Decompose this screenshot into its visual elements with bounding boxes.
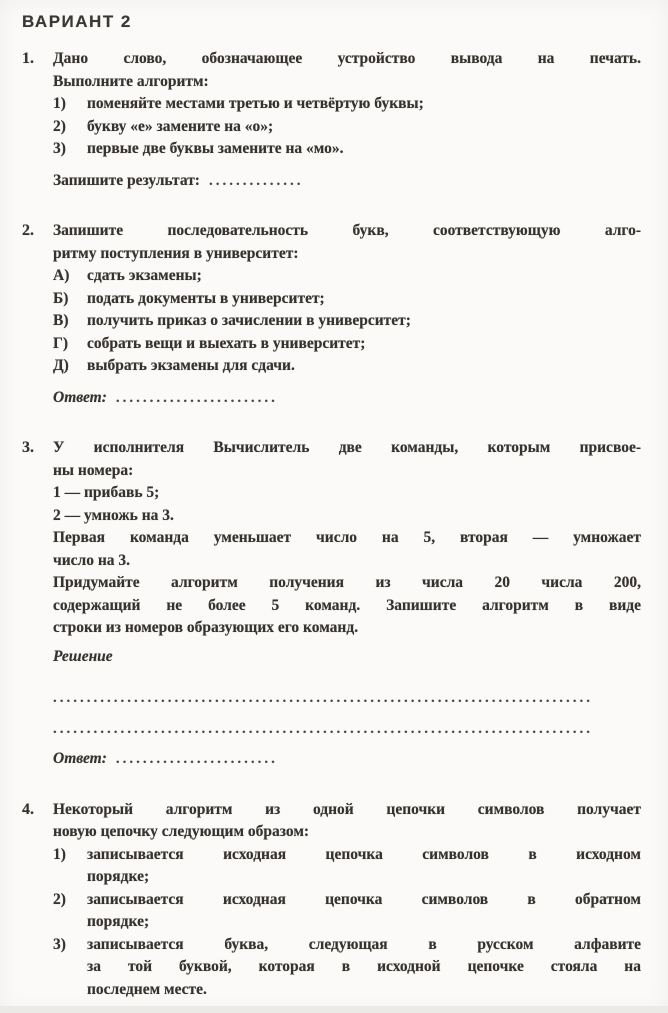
- item-text-line: букву «е» замените на «о»;: [87, 117, 274, 135]
- item-marker: 1): [53, 845, 66, 863]
- answer-label: Ответ:: [53, 750, 107, 767]
- item-text-line: сдать экзамены;: [87, 267, 202, 284]
- answer-label: Ответ:: [53, 388, 107, 406]
- item-marker: 3): [53, 140, 66, 157]
- task-4-item-2: [53, 889, 641, 934]
- item-text-line: за той буквой, которая в исходной цепочке стояла на: [87, 958, 641, 975]
- task-3-text-line: Первая команда уменьшает число на 5, вторая — умножает: [53, 529, 641, 546]
- task-1-number: 1.: [22, 50, 34, 67]
- task-2: [22, 220, 641, 409]
- item-marker: В): [53, 312, 69, 329]
- task-4-body: [53, 799, 641, 1002]
- scan-edge: [0, 1006, 668, 1013]
- task-3-command-line: 1 — прибавь 5;: [53, 484, 160, 501]
- task-1-item-1: [53, 93, 641, 116]
- item-text-line: последнем месте.: [87, 980, 207, 998]
- result-label: Запишите результат:: [53, 171, 200, 189]
- solution-label: Решение: [53, 647, 113, 665]
- solution-dotted-line: ................................................................................: [53, 690, 593, 706]
- item-text-line: записывается исходная цепочка символов в обратном: [87, 890, 641, 908]
- item-text-line: первые две буквы замените на «мо».: [87, 140, 344, 157]
- task-3-text-line: содержащий не более 5 команд. Запишите алгоритм в виде: [53, 596, 641, 614]
- dotted-blank: ........................: [115, 751, 278, 767]
- task-1-result-row: [53, 170, 641, 193]
- item-text-line: порядке;: [87, 868, 150, 885]
- task-3-answer-row: [53, 748, 641, 771]
- dotted-blank: ........................: [115, 389, 278, 406]
- task-4-item-1: [53, 844, 641, 889]
- task-2-body: [53, 220, 641, 409]
- task-1-text-line: Дано слово, обозначающее устройство вывода на печать.: [53, 50, 641, 67]
- item-marker: Б): [53, 289, 69, 307]
- item-text-line: собрать вещи и выехать в университет;: [87, 334, 366, 352]
- task-1-item-2: [53, 116, 641, 139]
- solution-dotted-line: ................................................................................: [53, 720, 593, 737]
- task-3-text-line: число на 3.: [53, 551, 131, 569]
- task-3-text-line: Придумайте алгоритм получения из числа 20 числа 200,: [53, 574, 641, 591]
- task-4-number: 4.: [22, 800, 34, 818]
- task-1: [22, 48, 641, 192]
- task-3-number: 3.: [22, 439, 34, 456]
- task-3-body: [53, 437, 641, 771]
- task-2-item-v: [53, 310, 641, 333]
- task-3-command-line: 2 — умножь на 3.: [53, 506, 174, 524]
- item-text-line: записывается буква, следующая в русском алфавите: [87, 935, 641, 953]
- task-1-body: [53, 48, 641, 192]
- item-marker: Г): [53, 334, 69, 352]
- item-text-line: получить приказ о зачислении в университет;: [87, 312, 411, 329]
- task-3-text-line: строки из номеров образующих его команд.: [53, 619, 359, 636]
- item-marker: 1): [53, 95, 66, 112]
- task-3: [22, 437, 641, 771]
- item-text-line: подать документы в университет;: [87, 289, 325, 307]
- item-text-line: записывается исходная цепочка символов в исходном: [87, 845, 641, 863]
- task-2-number: 2.: [22, 222, 34, 239]
- task-4-text-line: Некоторый алгоритм из одной цепочки символов получает: [53, 800, 641, 818]
- task-4: [22, 799, 641, 1002]
- task-1-text-line: Выполните алгоритм:: [53, 72, 209, 90]
- item-text-line: выбрать экзамены для сдачи.: [87, 357, 295, 374]
- dotted-blank: ..............: [208, 172, 304, 189]
- task-2-text-line: ритму поступления в университет:: [53, 244, 299, 262]
- task-4-text-line: новую цепочку следующим образом:: [53, 823, 310, 840]
- item-marker: 2): [53, 117, 66, 135]
- item-marker: 2): [53, 890, 66, 908]
- task-2-text-line: Запишите последовательность букв, соответствующую алго-: [53, 222, 641, 239]
- task-2-item-b: [53, 288, 641, 311]
- task-4-item-3: [53, 934, 641, 1002]
- item-text-line: порядке;: [87, 913, 150, 930]
- task-1-item-3: [53, 138, 641, 161]
- task-3-text-line: ны номера:: [53, 461, 134, 479]
- item-marker: Д): [53, 357, 69, 374]
- task-2-item-a: [53, 265, 641, 288]
- variant-title: ВАРИАНТ 2: [22, 12, 132, 31]
- task-2-answer-row: [53, 387, 641, 410]
- item-text-line: поменяйте местами третью и четвёртую буквы;: [87, 95, 424, 112]
- item-marker: 3): [53, 935, 66, 953]
- task-3-text-line: У исполнителя Вычислитель две команды, которым присвое-: [53, 439, 641, 456]
- task-2-item-g: [53, 333, 641, 356]
- task-2-item-d: [53, 355, 641, 378]
- item-marker: А): [53, 267, 70, 284]
